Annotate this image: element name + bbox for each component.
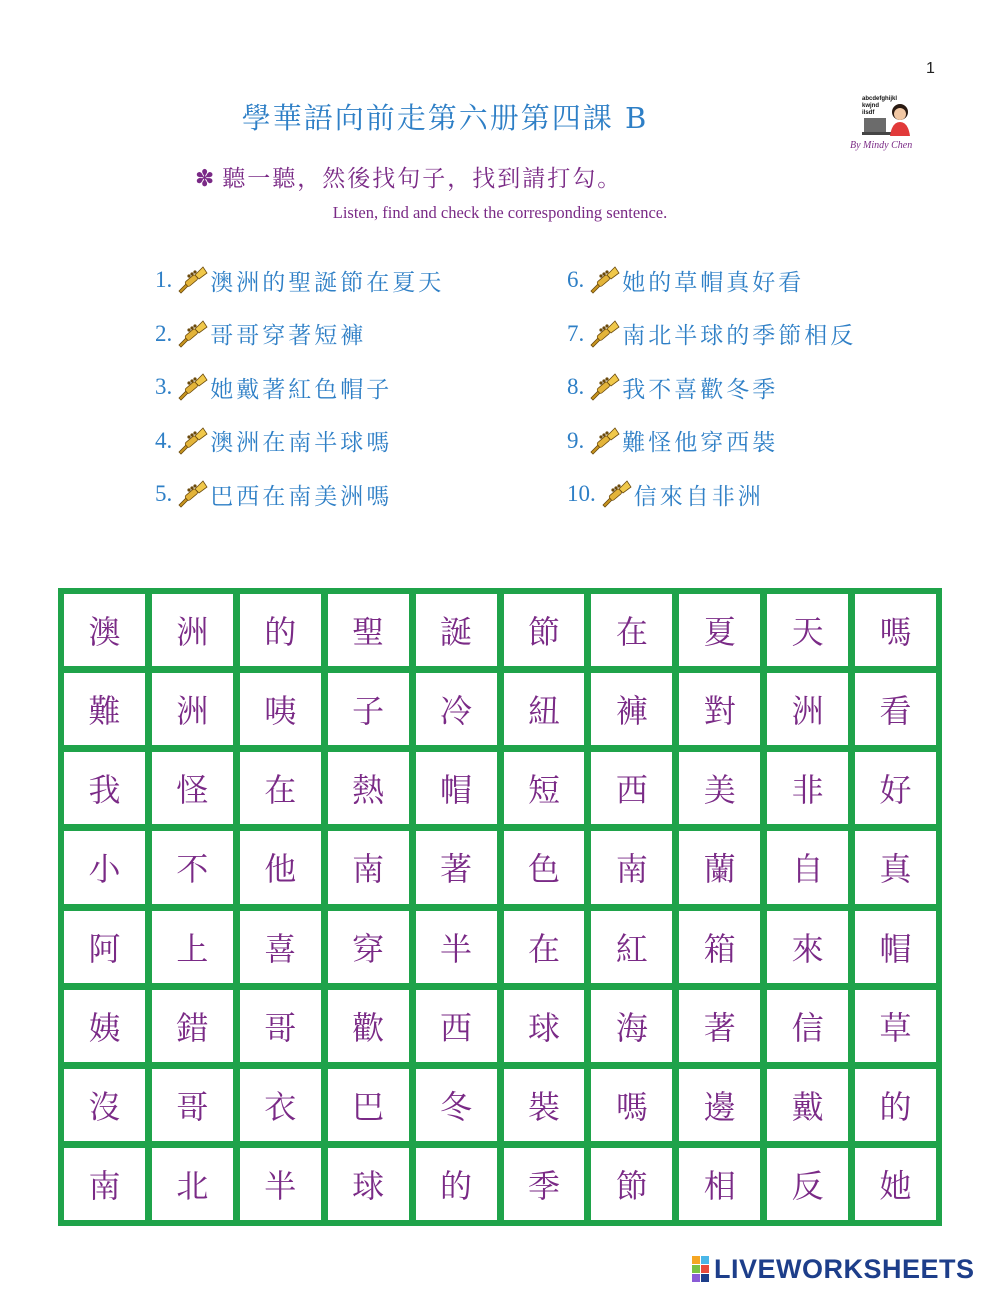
grid-cell[interactable]: 冷	[416, 673, 497, 745]
grid-cell[interactable]: 在	[240, 752, 321, 824]
sentence-number: 5.	[155, 481, 173, 506]
sentence-text: 我不喜歡冬季	[622, 376, 779, 403]
grid-cell[interactable]: 我	[64, 752, 145, 824]
sentence-item	[567, 262, 804, 298]
grid-cell[interactable]: 西	[591, 752, 672, 824]
trumpet-icon[interactable]	[176, 372, 208, 402]
grid-cell[interactable]: 裝	[504, 1069, 585, 1141]
sentence-item	[567, 369, 778, 405]
sentence-number: 3.	[155, 374, 173, 399]
instruction-english: Listen, find and check the corresponding sentence.	[332, 203, 668, 222]
grid-cell[interactable]: 他	[240, 831, 321, 903]
grid-cell[interactable]: 半	[240, 1148, 321, 1220]
sentence-text: 她戴著紅色帽子	[210, 376, 393, 403]
sentence-number: 7.	[567, 320, 585, 346]
grid-cell[interactable]: 沒	[64, 1069, 145, 1141]
sentence-text: 哥哥穿著短褲	[210, 323, 367, 349]
sentence-text: 信來自非洲	[633, 483, 764, 510]
grid-cell[interactable]: 非	[767, 752, 848, 824]
grid-cell[interactable]: 姨	[64, 990, 145, 1062]
grid-cell[interactable]: 信	[767, 990, 848, 1062]
sentence-number: 9.	[567, 427, 585, 453]
trumpet-icon[interactable]	[176, 479, 208, 509]
grid-cell[interactable]: 澳	[64, 594, 145, 666]
grid-cell[interactable]: 好	[855, 752, 936, 824]
grid-cell[interactable]: 箱	[679, 911, 760, 983]
worksheet-title: 學華語向前走第六册第四課 B	[241, 101, 649, 135]
grid-cell[interactable]: 半	[416, 911, 497, 983]
grid-cell[interactable]: 反	[767, 1148, 848, 1220]
grid-cell[interactable]: 戴	[767, 1069, 848, 1141]
grid-cell[interactable]: 聖	[328, 594, 409, 666]
sentence-item	[567, 423, 778, 459]
grid-cell[interactable]: 天	[767, 594, 848, 666]
grid-cell[interactable]: 球	[328, 1148, 409, 1220]
sentence-item	[155, 369, 392, 405]
grid-cell[interactable]: 的	[416, 1148, 497, 1220]
liveworksheets-blocks-icon	[692, 1256, 709, 1282]
flower-icon: ✽	[195, 166, 217, 192]
sentence-item	[155, 476, 392, 512]
grid-cell[interactable]: 巴	[328, 1069, 409, 1141]
grid-cell[interactable]: 南	[328, 831, 409, 903]
trumpet-icon[interactable]	[600, 479, 632, 509]
sentence-text: 巴西在南美洲嗎	[210, 483, 393, 510]
sentence-text: 澳洲在南半球嗎	[210, 430, 393, 456]
grid-cell[interactable]: 南	[591, 831, 672, 903]
sentence-number: 4.	[155, 427, 173, 453]
trumpet-icon[interactable]	[176, 265, 208, 295]
grid-cell[interactable]: 咦	[240, 673, 321, 745]
grid-cell[interactable]: 節	[504, 594, 585, 666]
grid-cell[interactable]: 衣	[240, 1069, 321, 1141]
grid-cell[interactable]: 哥	[152, 1069, 233, 1141]
grid-cell[interactable]: 蘭	[679, 831, 760, 903]
grid-cell[interactable]: 球	[504, 990, 585, 1062]
grid-cell[interactable]: 西	[416, 990, 497, 1062]
grid-cell[interactable]: 哥	[240, 990, 321, 1062]
sentence-text: 南北半球的季節相反	[622, 323, 857, 349]
grid-cell[interactable]: 洲	[767, 673, 848, 745]
page-number: 1	[926, 60, 935, 77]
grid-cell[interactable]: 嗎	[591, 1069, 672, 1141]
grid-cell[interactable]: 喜	[240, 911, 321, 983]
sentence-item	[155, 316, 366, 352]
grid-cell[interactable]: 紅	[591, 911, 672, 983]
trumpet-icon[interactable]	[588, 372, 620, 402]
svg-text:kwjnd: kwjnd	[862, 103, 880, 109]
grid-cell[interactable]: 在	[504, 911, 585, 983]
grid-cell[interactable]: 帽	[416, 752, 497, 824]
grid-cell[interactable]: 阿	[64, 911, 145, 983]
grid-cell[interactable]: 歡	[328, 990, 409, 1062]
grid-cell[interactable]: 美	[679, 752, 760, 824]
grid-cell[interactable]: 熱	[328, 752, 409, 824]
instruction-chinese-text: 聽一聽，然後找句子，找到請打勾。	[222, 166, 623, 192]
grid-cell[interactable]: 她	[855, 1148, 936, 1220]
grid-cell[interactable]: 著	[679, 990, 760, 1062]
grid-cell[interactable]: 海	[591, 990, 672, 1062]
grid-cell[interactable]: 難	[64, 673, 145, 745]
grid-cell[interactable]: 上	[152, 911, 233, 983]
sentence-item	[155, 423, 392, 459]
grid-cell[interactable]: 穿	[328, 911, 409, 983]
grid-cell[interactable]: 對	[679, 673, 760, 745]
trumpet-icon[interactable]	[176, 426, 208, 456]
grid-cell[interactable]: 節	[591, 1148, 672, 1220]
word-search-grid	[58, 588, 942, 1226]
grid-cell[interactable]: 草	[855, 990, 936, 1062]
sentence-item	[155, 262, 444, 298]
svg-text:abcdefghijkl: abcdefghijkl	[862, 96, 898, 102]
grid-cell[interactable]: 洲	[152, 673, 233, 745]
grid-cell[interactable]: 真	[855, 831, 936, 903]
grid-cell[interactable]: 相	[679, 1148, 760, 1220]
trumpet-icon[interactable]	[588, 319, 620, 349]
liveworksheets-logo	[692, 1252, 975, 1286]
trumpet-icon[interactable]	[588, 426, 620, 456]
grid-cell[interactable]: 色	[504, 831, 585, 903]
sentence-number: 6.	[567, 267, 585, 292]
grid-cell[interactable]: 邊	[679, 1069, 760, 1141]
grid-cell[interactable]: 冬	[416, 1069, 497, 1141]
grid-cell[interactable]: 不	[152, 831, 233, 903]
grid-cell[interactable]: 洲	[152, 594, 233, 666]
grid-cell[interactable]: 小	[64, 831, 145, 903]
author-byline: By Mindy Chen	[850, 140, 913, 151]
grid-cell[interactable]: 短	[504, 752, 585, 824]
sentence-number: 8.	[567, 374, 585, 399]
grid-cell[interactable]: 夏	[679, 594, 760, 666]
grid-cell[interactable]: 南	[64, 1148, 145, 1220]
liveworksheets-brand: LIVEWORKSHEETS	[714, 1253, 975, 1284]
instruction-chinese	[195, 160, 622, 193]
sentence-list	[155, 262, 915, 532]
grid-cell[interactable]: 嗎	[855, 594, 936, 666]
trumpet-icon[interactable]	[588, 265, 620, 295]
sentence-text: 澳洲的聖誕節在夏天	[210, 269, 445, 296]
grid-cells	[64, 594, 936, 1220]
grid-cell[interactable]: 季	[504, 1148, 585, 1220]
grid-cell[interactable]: 錯	[152, 990, 233, 1062]
grid-cell[interactable]: 的	[240, 594, 321, 666]
grid-cell[interactable]: 在	[591, 594, 672, 666]
sentence-item	[567, 476, 764, 512]
sentence-number: 10.	[567, 481, 596, 506]
grid-cell[interactable]: 誕	[416, 594, 497, 666]
grid-cell[interactable]: 自	[767, 831, 848, 903]
grid-cell[interactable]: 著	[416, 831, 497, 903]
grid-cell[interactable]: 的	[855, 1069, 936, 1141]
sentence-number: 1.	[155, 267, 173, 292]
sentence-number: 2.	[155, 320, 173, 346]
grid-cell[interactable]: 北	[152, 1148, 233, 1220]
trumpet-icon[interactable]	[176, 319, 208, 349]
grid-cell[interactable]: 看	[855, 673, 936, 745]
sentence-item	[567, 316, 856, 352]
sentence-text: 她的草帽真好看	[622, 269, 805, 296]
grid-cell[interactable]: 來	[767, 911, 848, 983]
grid-cell[interactable]: 帽	[855, 911, 936, 983]
grid-cell[interactable]: 怪	[152, 752, 233, 824]
grid-cell[interactable]: 褲	[591, 673, 672, 745]
grid-cell[interactable]: 子	[328, 673, 409, 745]
sentence-text: 難怪他穿西裝	[622, 430, 779, 456]
grid-cell[interactable]: 紐	[504, 673, 585, 745]
svg-text:ilsdf: ilsdf	[862, 110, 875, 116]
